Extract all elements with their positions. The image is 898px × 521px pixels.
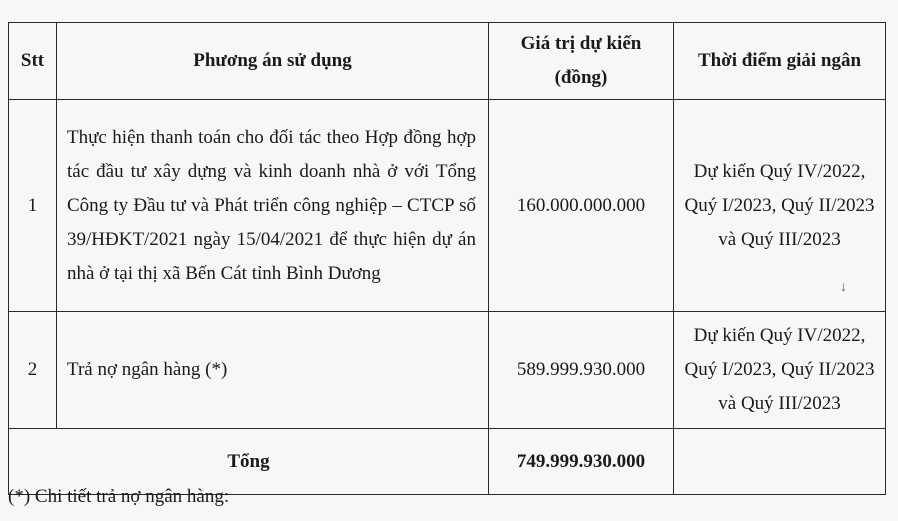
header-plan: Phương án sử dụng <box>57 23 489 100</box>
row-time-line3: và Quý III/2023 <box>718 228 841 250</box>
row-value: 160.000.000.000 <box>489 100 674 312</box>
row-time-line3: và Quý III/2023 <box>718 393 841 414</box>
total-value: 749.999.930.000 <box>489 429 674 495</box>
header-value-line1: Giá trị dự kiến <box>520 33 642 54</box>
row-time <box>674 100 886 312</box>
total-time-empty <box>674 429 886 495</box>
table-row <box>9 100 886 312</box>
row-stt: 2 <box>9 312 57 429</box>
total-label: Tổng <box>9 429 489 495</box>
total-row <box>9 429 886 495</box>
disbursement-table <box>8 22 886 495</box>
header-value-line2: (đồng) <box>554 67 608 88</box>
header-value <box>489 23 674 100</box>
stray-mark: ↓ <box>840 280 847 295</box>
row-plan <box>57 100 489 312</box>
footnote: (*) Chi tiết trả nợ ngân hàng: <box>8 486 230 507</box>
row-plan <box>57 312 489 429</box>
row-time-line2: Quý I/2023, Quý II/2023 <box>684 359 875 380</box>
row-value: 589.999.930.000 <box>489 312 674 429</box>
row-time <box>674 312 886 429</box>
header-time: Thời điểm giải ngân <box>674 23 886 100</box>
row-plan-text: Thực hiện thanh toán cho đối tác theo Hợp đồng hợp tác đầu tư xây dựng và kinh doanh nhà ở với Tổng Công ty Đầu tư và Phát triển công nghiệp – CTCP số 39/HĐKT/2021 ngày 15/04/2021 để thực hiện dự án nhà ở tại thị xã Bến Cát tỉnh Bình Dương <box>67 126 476 284</box>
table-row <box>9 312 886 429</box>
table-header-row <box>9 23 886 100</box>
row-stt: 1 <box>9 100 57 312</box>
row-time-line2: Quý I/2023, Quý II/2023 <box>684 194 875 216</box>
row-plan-text: Trả nợ ngân hàng (*) <box>67 359 228 380</box>
row-time-line1: Dự kiến Quý IV/2022, <box>693 160 866 182</box>
header-stt: Stt <box>9 23 57 100</box>
row-time-line1: Dự kiến Quý IV/2022, <box>693 325 866 346</box>
